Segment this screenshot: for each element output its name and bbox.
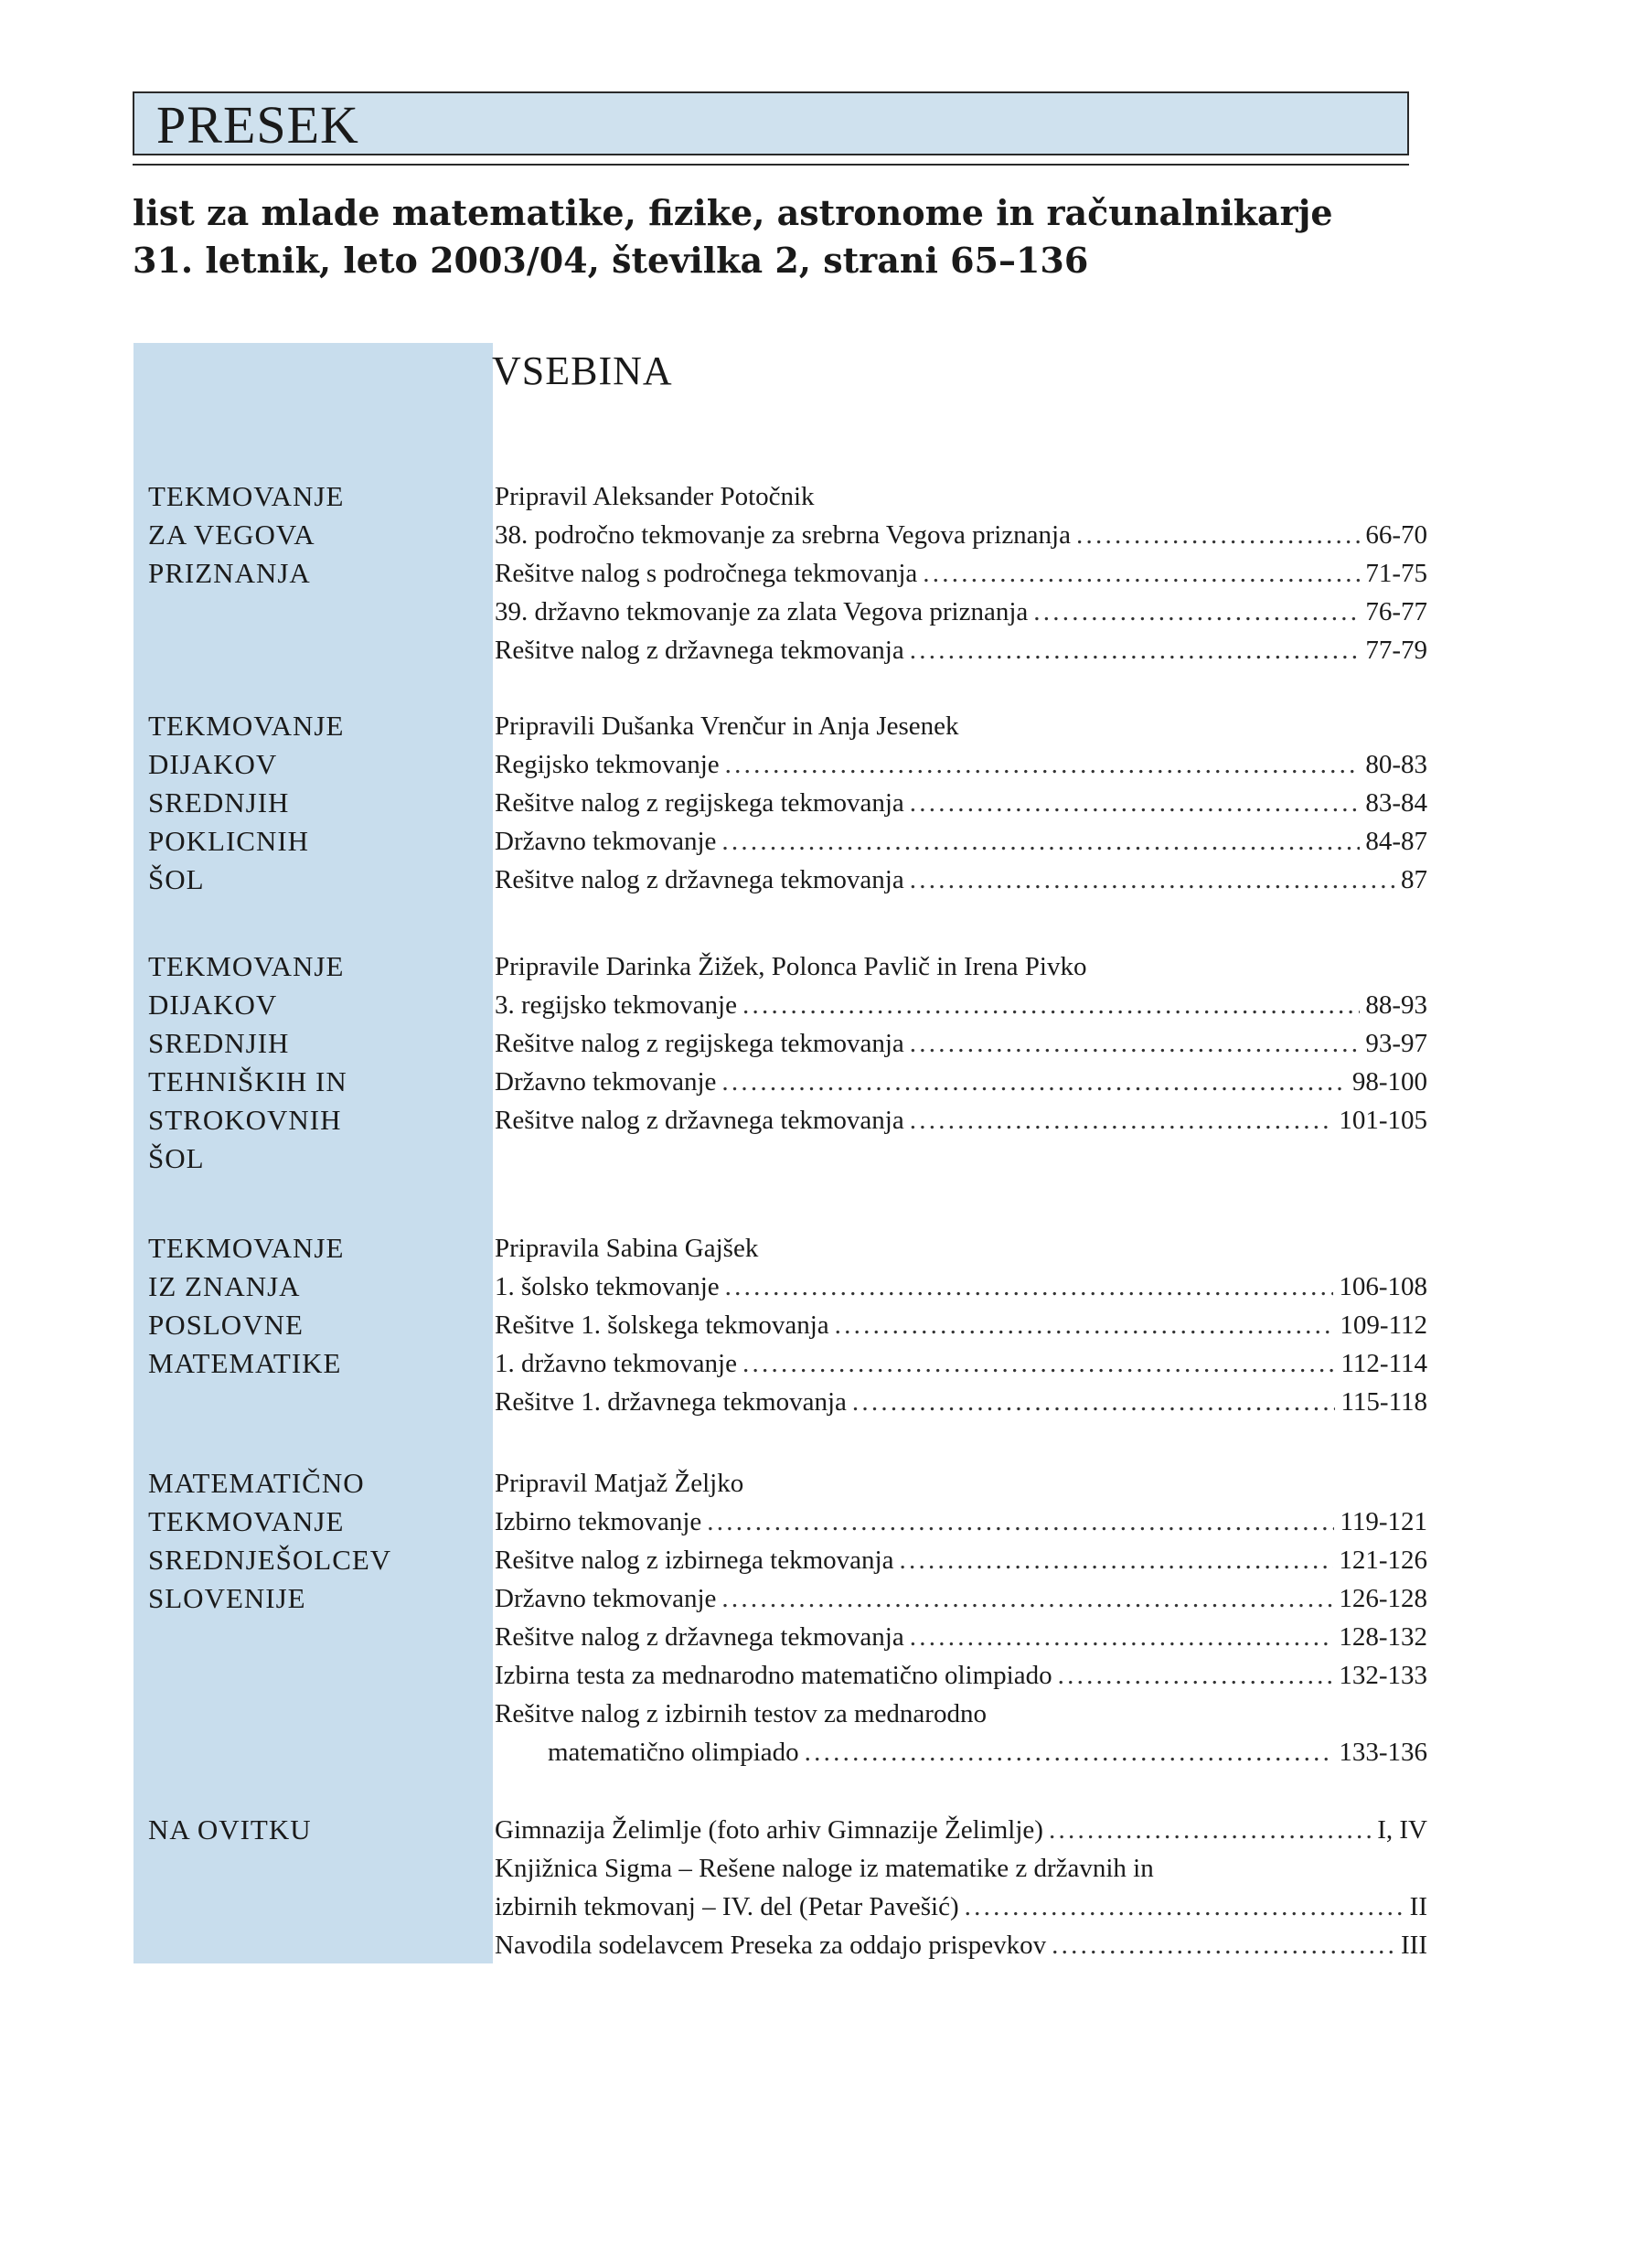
toc-entry-pages: 106-108 [1339,1272,1427,1301]
leader-dots [835,1306,1335,1344]
toc-entry-pages: 109-112 [1340,1311,1427,1340]
leader-dots [721,1579,1333,1618]
toc-entry-title: Regijsko tekmovanje [495,750,720,779]
toc-entry-title: Državno tekmovanje [495,827,717,856]
toc-entry-title: 1. državno tekmovanje [495,1349,737,1378]
toc-entry-title: Rešitve nalog s področnega tekmovanja [495,559,918,588]
toc-entry [495,554,1427,593]
leader-dots [1058,1656,1334,1695]
section-author: Pripravil Aleksander Potočnik [495,482,815,511]
toc-entry-pages: 132-133 [1339,1661,1427,1690]
section-label-line: NA OVITKU [148,1813,312,1845]
toc-entry [495,1503,1427,1541]
section-label-line: TEHNIŠKIH IN [148,1065,347,1097]
section-label-line: POKLICNIH [148,825,310,857]
toc-entry-pages: 84-87 [1365,827,1427,856]
section-author: Pripravila Sabina Gajšek [495,1234,759,1263]
toc-entry [495,1579,1427,1618]
section-entries [495,1464,1427,1771]
section-author: Pripravili Dušanka Vrenčur in Anja Jesenek [495,711,959,741]
toc-entry [495,1541,1427,1579]
toc-entry [495,1656,1427,1695]
section-label-line: ŠOL [148,863,205,895]
section-label-line: SREDNJEŠOLCEV [148,1544,392,1576]
leader-dots [965,1888,1404,1926]
leader-dots [923,554,1360,593]
toc-entry [495,1811,1427,1849]
masthead-rule [133,164,1409,166]
section-author: Pripravile Darinka Žižek, Polonca Pavlič in Irena Pivko [495,952,1087,981]
toc-entry-title: Gimnazija Želimlje (foto arhiv Gimnazije Želimlje) [495,1815,1043,1845]
section-label [148,1464,486,1618]
toc-entry [495,1383,1427,1421]
section-label-line: IZ ZNANJA [148,1270,301,1302]
toc-entry [495,784,1427,822]
toc-entry-pages: 87 [1401,865,1427,894]
toc-entry-title: Knjižnica Sigma – Rešene naloge iz matematike z državnih in [495,1854,1154,1883]
leader-dots [707,1503,1334,1541]
section-label [148,1811,486,1849]
section-label-line: STROKOVNIH [148,1104,342,1136]
leader-dots [742,1344,1336,1383]
section-label-line: DIJAKOV [148,989,278,1021]
leader-dots [910,784,1361,822]
journal-title: PRESEK [156,95,359,155]
toc-entry-pages: III [1401,1931,1427,1960]
toc-entry-pages: 128-132 [1339,1622,1427,1652]
section-label-line: TEKMOVANJE [148,950,345,982]
toc-entry-pages: 101-105 [1339,1106,1427,1135]
toc-entry-pages: 133-136 [1339,1738,1427,1767]
toc-entry-title: Rešitve nalog z državnega tekmovanja [495,1106,904,1135]
toc-entry-title: Izbirna testa za mednarodno matematično olimpiado [495,1661,1052,1690]
toc-entry-title: Rešitve nalog z regijskega tekmovanja [495,788,904,818]
toc-entry-title: Rešitve nalog z državnega tekmovanja [495,865,904,894]
section-entries [495,947,1427,1139]
toc-entry-title: Rešitve 1. državnega tekmovanja [495,1387,847,1417]
section-label [148,1229,486,1383]
toc-entry [495,822,1427,861]
toc-entry-title: izbirnih tekmovanj – IV. del (Petar Pavešić) [495,1892,959,1921]
leader-dots [805,1733,1334,1771]
leader-dots [910,1024,1361,1063]
toc-entry [495,1344,1427,1383]
toc-entry [495,1063,1427,1101]
masthead-banner [133,91,1409,155]
section-label-line: PRIZNANJA [148,557,311,589]
leader-dots [721,1063,1346,1101]
issue-info: 31. letnik, leto 2003/04, številka 2, strani 65–136 [133,240,1089,281]
section-label-line: MATEMATIČNO [148,1467,365,1499]
leader-dots [1049,1811,1372,1849]
section-author: Pripravil Matjaž Željko [495,1469,744,1498]
leader-dots [852,1383,1336,1421]
section-entries [495,707,1427,899]
toc-entry-pages: 76-77 [1365,597,1427,626]
leader-dots [910,1618,1334,1656]
toc-entry-title: 39. državno tekmovanje za zlata Vegova priznanja [495,597,1029,626]
journal-subtitle: list za mlade matematike, fizike, astronome in računalnikarje [133,192,1333,233]
section-label-line: TEKMOVANJE [148,1505,345,1537]
toc-entry-title: Rešitve nalog z državnega tekmovanja [495,1622,904,1652]
section-label-line: MATEMATIKE [148,1347,342,1379]
leader-dots [742,986,1360,1024]
section-entries [495,477,1427,669]
toc-entry-pages: 88-93 [1365,990,1427,1020]
section-label-line: TEKMOVANJE [148,1232,345,1264]
leader-dots [725,1268,1334,1306]
toc-entry-pages: 115-118 [1340,1387,1427,1417]
section-label-line: TEKMOVANJE [148,710,345,742]
section-label-line: ZA VEGOVA [148,519,315,551]
toc-entry-title: Izbirno tekmovanje [495,1507,702,1536]
toc-entry [495,1306,1427,1344]
toc-entry [495,1024,1427,1063]
section-label-line: SREDNJIH [148,786,290,818]
toc-entry-title: Rešitve 1. šolskega tekmovanja [495,1311,829,1340]
toc-entry-title: Državno tekmovanje [495,1067,717,1097]
toc-entry-title: 1. šolsko tekmovanje [495,1272,720,1301]
toc-entry [495,745,1427,784]
leader-dots [910,631,1361,669]
leader-dots [1052,1926,1395,1964]
section-label [148,947,486,1178]
toc-entry [495,1618,1427,1656]
toc-entry [495,516,1427,554]
cover-entries [495,1811,1427,1964]
section-entries [495,1229,1427,1421]
leader-dots [910,861,1395,899]
toc-entry-pages: 71-75 [1365,559,1427,588]
section-label-line: TEKMOVANJE [148,480,345,512]
toc-entry-pages: 98-100 [1351,1067,1427,1097]
section-label [148,707,486,899]
toc-entry-pages: 112-114 [1340,1349,1427,1378]
toc-entry-title: 3. regijsko tekmovanje [495,990,737,1020]
toc-entry-pages: 77-79 [1365,636,1427,665]
toc-entry-pages: 83-84 [1365,788,1427,818]
toc-entry [495,1926,1427,1964]
leader-dots [910,1101,1334,1139]
contents-title: VSEBINA [492,348,673,393]
toc-entry [495,631,1427,669]
toc-entry-title: Rešitve nalog z regijskega tekmovanja [495,1029,904,1058]
toc-entry [495,861,1427,899]
toc-entry-pages: 119-121 [1340,1507,1427,1536]
section-label-line: ŠOL [148,1142,205,1174]
leader-dots [899,1541,1333,1579]
section-label-line: SLOVENIJE [148,1582,306,1614]
toc-entry [495,1888,1427,1926]
leader-dots [725,745,1361,784]
toc-entry-title: matematično olimpiado [548,1738,799,1767]
toc-entry [495,1733,1427,1771]
section-label-line: DIJAKOV [148,748,278,780]
toc-entry-pages: II [1409,1892,1427,1921]
toc-entry-pages: 121-126 [1339,1546,1427,1575]
toc-entry [495,986,1427,1024]
toc-entry [495,593,1427,631]
leader-dots [1033,593,1360,631]
toc-entry-title: Rešitve nalog z državnega tekmovanja [495,636,904,665]
section-label [148,477,486,593]
toc-entry-title: Državno tekmovanje [495,1584,717,1613]
toc-entry-title: Rešitve nalog z izbirnih testov za mednarodno [495,1699,987,1728]
toc-entry-pages: 126-128 [1339,1584,1427,1613]
section-label-line: POSLOVNE [148,1309,304,1341]
toc-entry [495,1101,1427,1139]
section-label-line: SREDNJIH [148,1027,290,1059]
toc-entry-title: 38. področno tekmovanje za srebrna Vegova priznanja [495,520,1071,550]
leader-dots [721,822,1360,861]
toc-entry-title: Navodila sodelavcem Preseka za oddajo prispevkov [495,1931,1047,1960]
toc-entry-pages: 80-83 [1365,750,1427,779]
toc-entry-pages: I, IV [1377,1815,1427,1845]
toc-entry-pages: 66-70 [1365,520,1427,550]
toc-entry-pages: 93-97 [1365,1029,1427,1058]
toc-entry-title: Rešitve nalog z izbirnega tekmovanja [495,1546,894,1575]
leader-dots [1076,516,1360,554]
toc-entry [495,1268,1427,1306]
